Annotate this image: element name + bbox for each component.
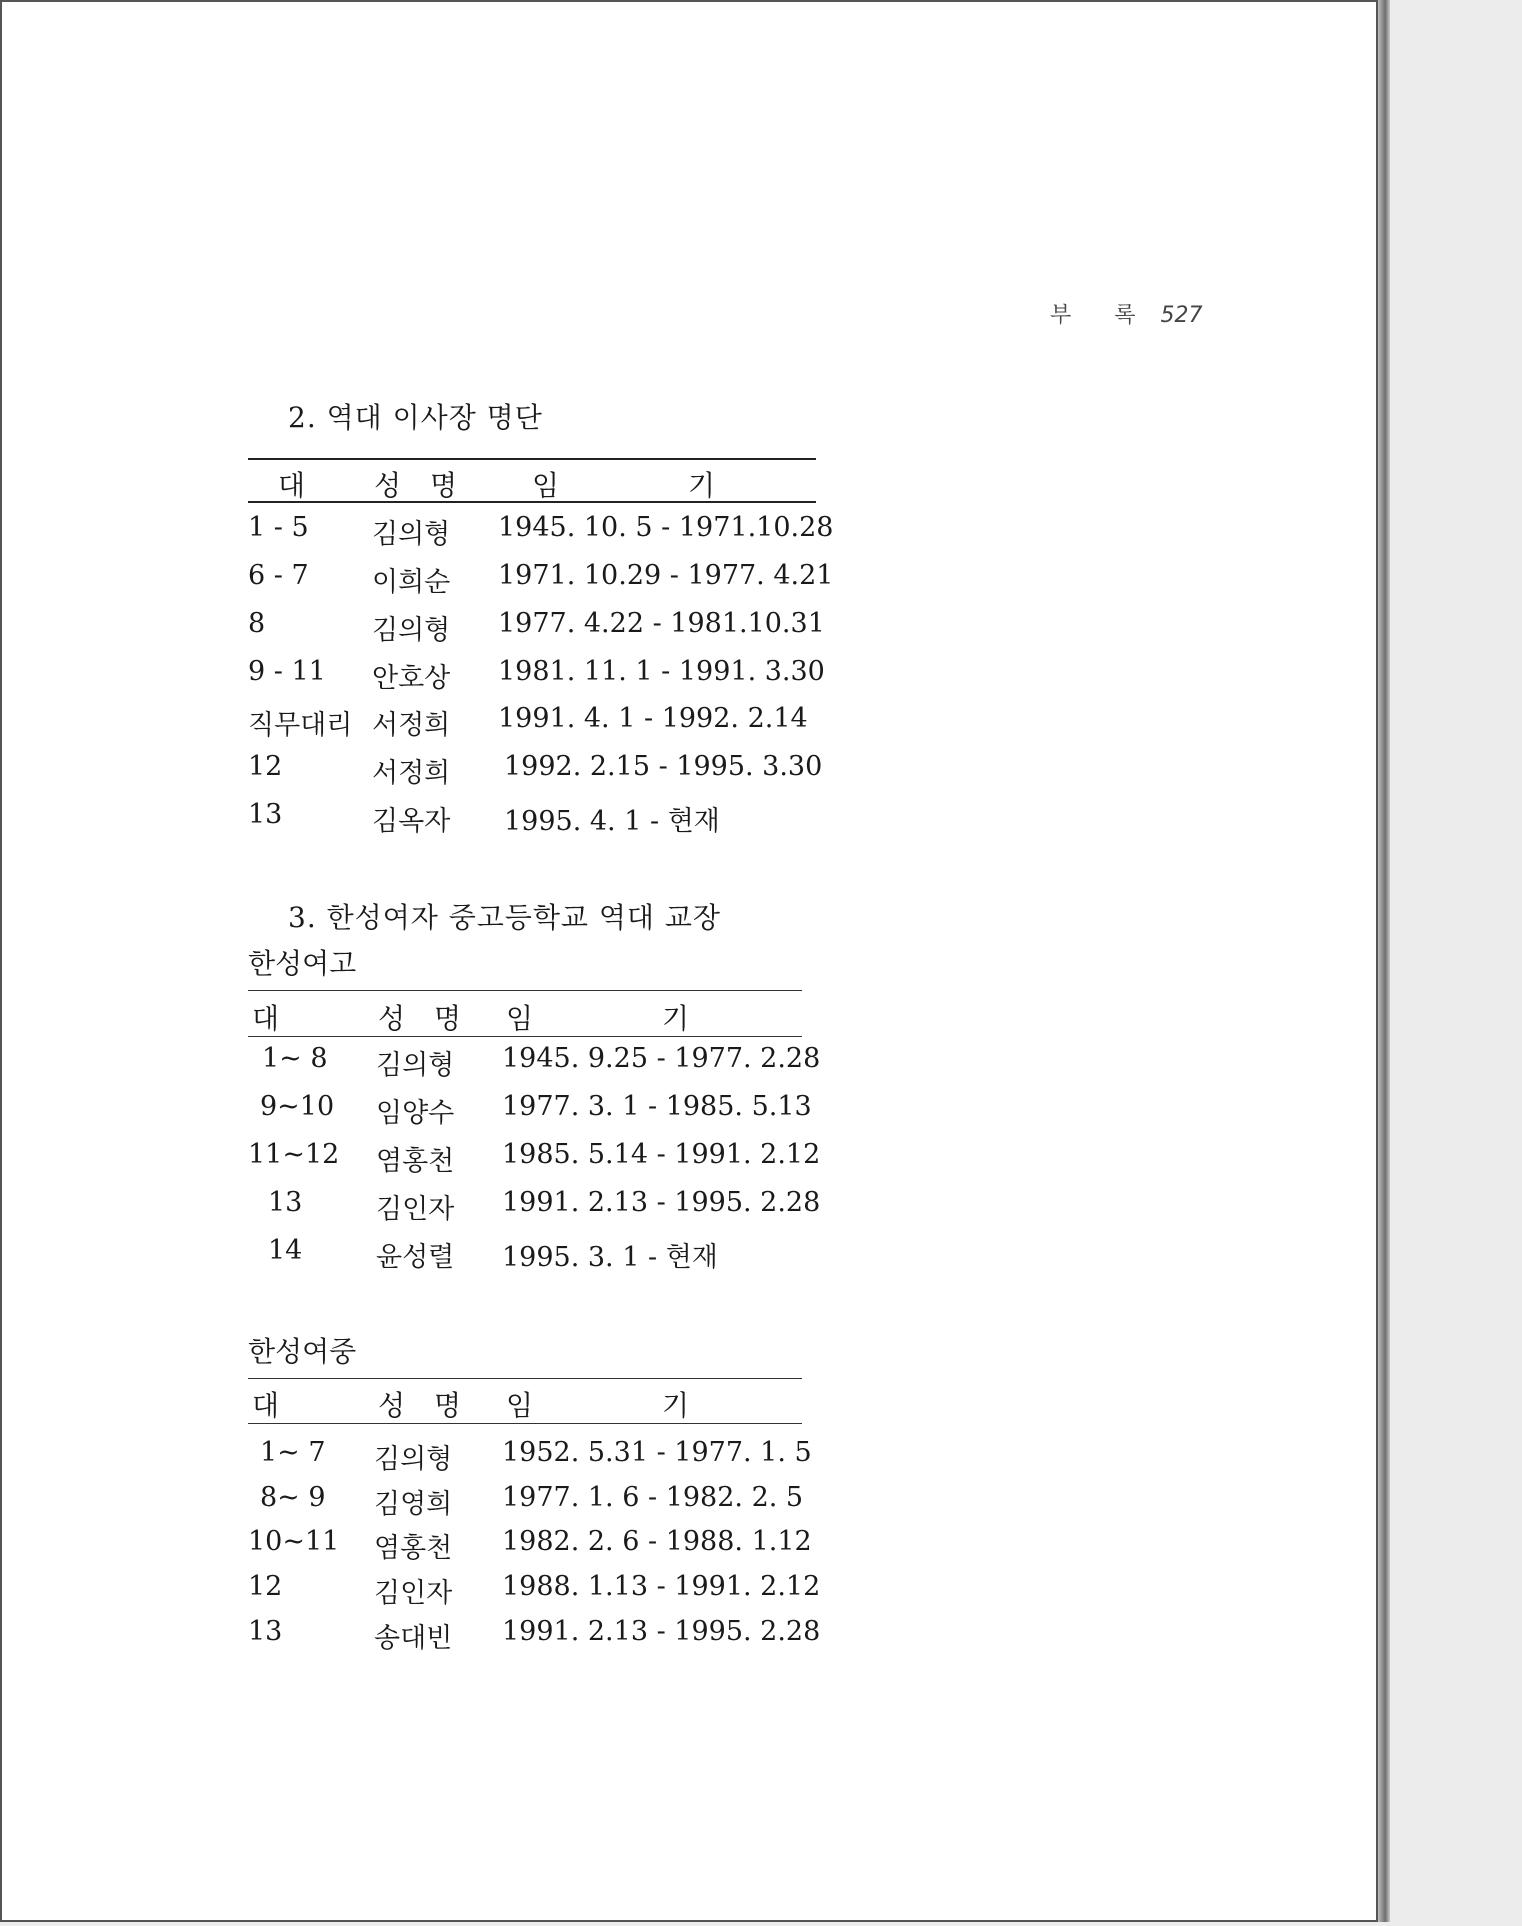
row-name: 염홍천 — [374, 1533, 453, 1564]
row-dae: 12 — [248, 751, 283, 782]
section2-header-dae: 대 — [278, 469, 306, 502]
section2-top-rule — [248, 458, 816, 460]
row-dae: 9~10 — [260, 1091, 335, 1122]
high-top-rule — [248, 990, 802, 991]
row-term: 1991. 2.13 - 1995. 2.28 — [502, 1616, 821, 1647]
high-header-term: 임 기 — [506, 1002, 749, 1035]
row-term: 1971. 10.29 - 1977. 4.21 — [498, 560, 834, 591]
row-dae: 8~ 9 — [260, 1482, 326, 1513]
middle-header-dae: 대 — [252, 1389, 280, 1422]
row-term: 1977. 1. 6 - 1982. 2. 5 — [502, 1482, 804, 1513]
section2-header-name: 성 명 — [374, 469, 467, 502]
middle-header-name: 성 명 — [378, 1389, 471, 1422]
row-dae: 8 — [248, 608, 266, 639]
row-name: 김인자 — [376, 1194, 455, 1225]
row-dae: 14 — [268, 1235, 303, 1266]
row-dae: 직무대리 — [248, 710, 353, 741]
row-name: 송대빈 — [374, 1623, 453, 1654]
row-term: 1945. 10. 5 - 1971.10.28 — [498, 512, 834, 543]
row-dae: 12 — [248, 1571, 283, 1602]
page-edge-shadow — [1378, 0, 1390, 1922]
row-name: 염홍천 — [376, 1146, 455, 1177]
row-dae: 13 — [248, 799, 283, 830]
row-name: 김의형 — [374, 1444, 453, 1475]
middle-header-rule — [248, 1423, 802, 1424]
middle-school-title: 한성여중 — [248, 1335, 357, 1368]
row-term: 1985. 5.14 - 1991. 2.12 — [502, 1139, 821, 1170]
row-name: 윤성렬 — [376, 1242, 455, 1273]
row-dae: 1 - 5 — [248, 512, 309, 543]
row-term: 1995. 3. 1 - 현재 — [502, 1242, 718, 1273]
row-term: 1952. 5.31 - 1977. 1. 5 — [502, 1437, 812, 1468]
row-term: 1982. 2. 6 - 1988. 1.12 — [502, 1526, 812, 1557]
row-term: 1988. 1.13 - 1991. 2.12 — [502, 1571, 821, 1602]
page-number: 527 — [1160, 303, 1203, 328]
row-term: 1977. 3. 1 - 1985. 5.13 — [502, 1091, 812, 1122]
row-name: 김옥자 — [372, 806, 451, 837]
row-term: 1991. 4. 1 - 1992. 2.14 — [498, 703, 808, 734]
section2-heading: 2. 역대 이사장 명단 — [288, 401, 543, 434]
row-dae: 10~11 — [248, 1526, 340, 1557]
row-name: 이희순 — [372, 567, 451, 598]
row-term: 1977. 4.22 - 1981.10.31 — [498, 608, 825, 639]
row-term: 1981. 11. 1 - 1991. 3.30 — [498, 656, 825, 687]
row-name: 김의형 — [372, 519, 451, 550]
row-dae: 6 - 7 — [248, 560, 309, 591]
row-name: 김의형 — [372, 615, 451, 646]
section2-header-rule — [248, 501, 816, 503]
high-header-dae: 대 — [252, 1002, 280, 1035]
row-term: 1995. 4. 1 - 현재 — [504, 806, 720, 837]
row-name: 김영희 — [374, 1489, 453, 1520]
section2-header-term: 임 기 — [532, 469, 775, 502]
row-name: 김인자 — [374, 1578, 453, 1609]
high-header-rule — [248, 1036, 802, 1037]
middle-header-term: 임 기 — [506, 1389, 749, 1422]
row-name: 임양수 — [376, 1098, 455, 1129]
row-dae: 13 — [268, 1187, 303, 1218]
running-head-title: 부 록 — [1050, 303, 1154, 328]
row-dae: 13 — [248, 1616, 283, 1647]
row-name: 서정희 — [372, 710, 451, 741]
row-name: 안호상 — [372, 663, 451, 694]
row-term: 1992. 2.15 - 1995. 3.30 — [504, 751, 823, 782]
row-dae: 9 - 11 — [248, 656, 326, 687]
row-dae: 1~ 7 — [260, 1437, 326, 1468]
row-term: 1991. 2.13 - 1995. 2.28 — [502, 1187, 821, 1218]
row-name: 서정희 — [372, 758, 451, 789]
row-name: 김의형 — [376, 1050, 455, 1081]
high-school-title: 한성여고 — [248, 947, 357, 980]
row-dae: 1~ 8 — [262, 1043, 328, 1074]
row-term: 1945. 9.25 - 1977. 2.28 — [502, 1043, 821, 1074]
row-dae: 11~12 — [248, 1139, 340, 1170]
running-head — [1050, 298, 1203, 329]
section3-heading: 3. 한성여자 중고등학교 역대 교장 — [288, 901, 721, 934]
high-header-name: 성 명 — [378, 1002, 471, 1035]
middle-top-rule — [248, 1378, 802, 1379]
